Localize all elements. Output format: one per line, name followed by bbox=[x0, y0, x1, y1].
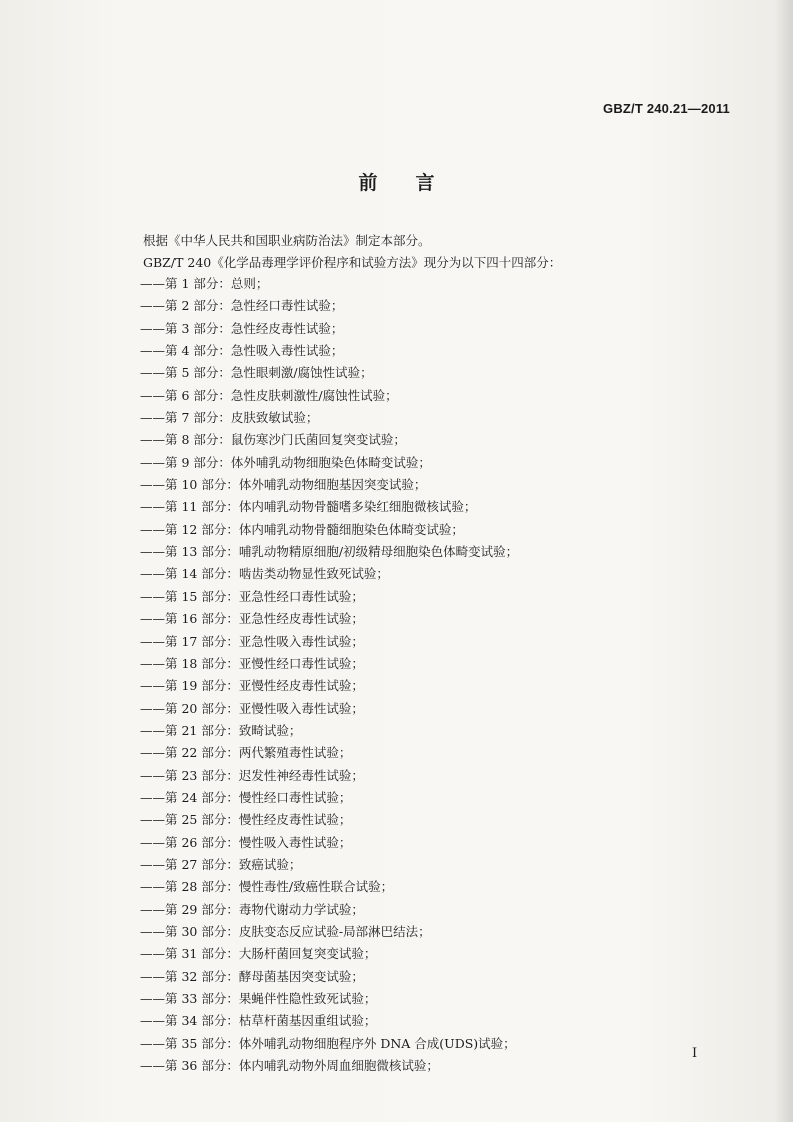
list-item: ——第 36 部分：体内哺乳动物外周血细胞微核试验； bbox=[140, 1058, 439, 1074]
list-item: ——第 12 部分：体内哺乳动物骨髓细胞染色体畸变试验； bbox=[140, 521, 464, 537]
list-item: ——第 16 部分：亚急性经皮毒性试验； bbox=[140, 611, 364, 627]
list-item: ——第 34 部分：枯草杆菌基因重组试验； bbox=[140, 1013, 377, 1029]
list-item: ——第 32 部分：酵母菌基因突变试验； bbox=[140, 968, 364, 984]
list-item: ——第 30 部分：皮肤变态反应试验-局部淋巴结法； bbox=[140, 923, 431, 939]
list-item: ——第 17 部分：亚急性吸入毒性试验； bbox=[140, 633, 364, 649]
list-item: ——第 4 部分：急性吸入毒性试验； bbox=[140, 343, 344, 359]
standard-code: GBZ/T 240.21—2011 bbox=[603, 101, 730, 116]
list-item: ——第 27 部分：致癌试验； bbox=[140, 856, 302, 872]
list-item: ——第 20 部分：亚慢性吸入毒性试验； bbox=[140, 700, 364, 716]
page-number: I bbox=[692, 1046, 698, 1061]
list-item: ——第 23 部分：迟发性神经毒性试验； bbox=[140, 767, 364, 783]
list-item: ——第 7 部分：皮肤致敏试验； bbox=[140, 410, 319, 426]
list-item: ——第 5 部分：急性眼刺激/腐蚀性试验； bbox=[140, 365, 373, 381]
page-title: 前言 bbox=[358, 172, 473, 194]
list-item: ——第 33 部分：果蝇伴性隐性致死试验； bbox=[140, 991, 377, 1006]
list-item: ——第 29 部分：毒物代谢动力学试验； bbox=[140, 901, 364, 917]
list-item: ——第 15 部分：亚急性经口毒性试验； bbox=[140, 588, 364, 604]
list-item: ——第 9 部分：体外哺乳动物细胞染色体畸变试验； bbox=[140, 454, 431, 470]
list-item: ——第 1 部分：总则； bbox=[140, 276, 269, 291]
list-item: ——第 24 部分：慢性经口毒性试验； bbox=[140, 789, 352, 805]
list-item: ——第 22 部分：两代繁殖毒性试验； bbox=[140, 745, 352, 761]
list-item: ——第 35 部分：体外哺乳动物细胞程序外 DNA 合成(UDS)试验； bbox=[140, 1035, 516, 1051]
list-item: ——第 21 部分：致畸试验； bbox=[140, 722, 302, 738]
list-item: ——第 13 部分：哺乳动物精原细胞/初级精母细胞染色体畸变试验； bbox=[140, 544, 519, 560]
list-item: ——第 31 部分：大肠杆菌回复突变试验； bbox=[140, 946, 377, 962]
list-item: ——第 18 部分：亚慢性经口毒性试验； bbox=[140, 655, 364, 671]
list-item: ——第 14 部分：啮齿类动物显性致死试验； bbox=[140, 566, 389, 582]
intro-line-1: 根据《中华人民共和国职业病防治法》制定本部分。 bbox=[143, 233, 431, 248]
list-item: ——第 2 部分：急性经口毒性试验； bbox=[140, 298, 344, 314]
list-item: ——第 6 部分：急性皮肤刺激性/腐蚀性试验； bbox=[140, 387, 398, 403]
list-item: ——第 11 部分：体内哺乳动物骨髓嗜多染红细胞微核试验； bbox=[140, 499, 477, 515]
list-item: ——第 3 部分：急性经皮毒性试验； bbox=[140, 320, 344, 336]
list-item: ——第 26 部分：慢性吸入毒性试验； bbox=[140, 834, 352, 850]
list-item: ——第 8 部分：鼠伤寒沙门氏菌回复突变试验； bbox=[140, 432, 406, 448]
list-item: ——第 28 部分：慢性毒性/致癌性联合试验； bbox=[140, 879, 394, 895]
list-item: ——第 19 部分：亚慢性经皮毒性试验； bbox=[140, 678, 364, 694]
list-item: ——第 10 部分：体外哺乳动物细胞基因突变试验； bbox=[140, 477, 427, 493]
list-item: ——第 25 部分：慢性经皮毒性试验； bbox=[140, 812, 352, 828]
intro-line-2: GBZ/T 240《化学品毒理学评价程序和试验方法》现分为以下四十四部分： bbox=[143, 255, 562, 270]
parts-list bbox=[140, 273, 518, 1077]
